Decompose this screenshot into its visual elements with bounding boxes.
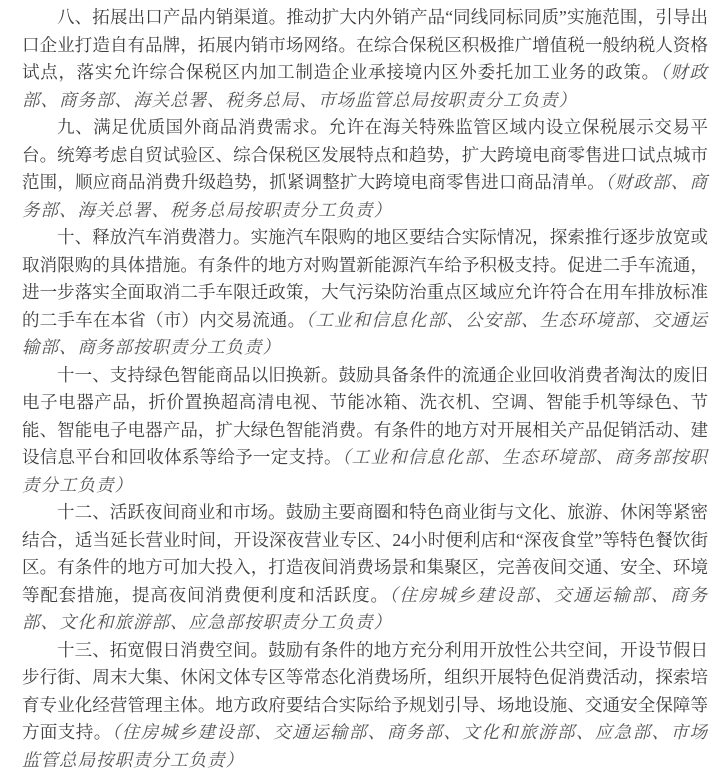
paragraph-attribution: （财政部、商务部、海关总署、税务总局、市场监管总局按职责分工负责） <box>22 62 708 110</box>
paragraph-attribution: （住房城乡建设部、交通运输部、商务部、文化和旅游部、应急部按职责分工负责） <box>22 585 708 633</box>
policy-item-10 <box>22 224 708 362</box>
paragraph-attribution: （工业和信息化部、公安部、生态环境部、交通运输部、商务部按职责分工负责） <box>22 310 708 358</box>
policy-item-8 <box>22 4 708 114</box>
paragraph-body: 十、释放汽车消费潜力。实施汽车限购的地区要结合实际情况，探索推行逐步放宽或取消限购的具体措施。有条件的地方对购置新能源汽车给予积极支持。促进二手车流通，进一步落实全面取消二手车限迁政策，大气污染防治重点区域应允许符合在用车排放标准的二手车在本省（市）内交易流通。 <box>22 227 708 330</box>
paragraph-body: 十三、拓宽假日消费空间。鼓励有条件的地方充分利用开放性公共空间，开设节假日步行街、周末大集、休闲文体专区等常态化消费场所，组织开展特色促消费活动，探索培育专业化经营管理主体。地方政府要结合实际给予规划引导、场地设施、交通安全保障等方面支持。 <box>22 640 708 743</box>
paragraph-attribution: （财政部、商务部、海关总署、税务总局按职责分工负责） <box>22 172 708 220</box>
policy-item-13 <box>22 637 708 774</box>
policy-item-11 <box>22 362 708 500</box>
paragraph-attribution: （工业和信息化部、生态环境部、商务部按职责分工负责） <box>22 447 708 495</box>
policy-item-12 <box>22 499 708 637</box>
paragraph-body: 十二、活跃夜间商业和市场。鼓励主要商圈和特色商业街与文化、旅游、休闲等紧密结合，适当延长营业时间，开设深夜营业专区、24小时便利店和“深夜食堂”等特色餐饮街区。有条件的地方可加大投入，打造夜间消费场景和集聚区，完善夜间交通、安全、环境等配套措施，提高夜间消费便利度和活跃度。 <box>22 502 708 605</box>
paragraph-body: 八、拓展出口产品内销渠道。推动扩大内外销产品“同线同标同质”实施范围，引导出口企业打造自有品牌，拓展内销市场网络。在综合保税区积极推广增值税一般纳税人资格试点，落实允许综合保税区内加工制造企业承接境内区外委托加工业务的政策。 <box>22 7 708 82</box>
policy-item-9 <box>22 114 708 224</box>
paragraph-attribution: （住房城乡建设部、交通运输部、商务部、文化和旅游部、应急部、市场监管总局按职责分工负责） <box>22 722 708 770</box>
paragraph-body: 十一、支持绿色智能商品以旧换新。鼓励具备条件的流通企业回收消费者淘汰的废旧电子电器产品，折价置换超高清电视、节能冰箱、洗衣机、空调、智能手机等绿色、节能、智能电子电器产品，扩大绿色智能消费。有条件的地方对开展相关产品促销活动、建设信息平台和回收体系等给予一定支持。 <box>22 365 708 468</box>
paragraph-body: 九、满足优质国外商品消费需求。允许在海关特殊监管区域内设立保税展示交易平台。统筹考虑自贸试验区、综合保税区发展特点和趋势，扩大跨境电商零售进口试点城市范围，顺应商品消费升级趋势，抓紧调整扩大跨境电商零售进口商品清单。 <box>22 117 708 192</box>
